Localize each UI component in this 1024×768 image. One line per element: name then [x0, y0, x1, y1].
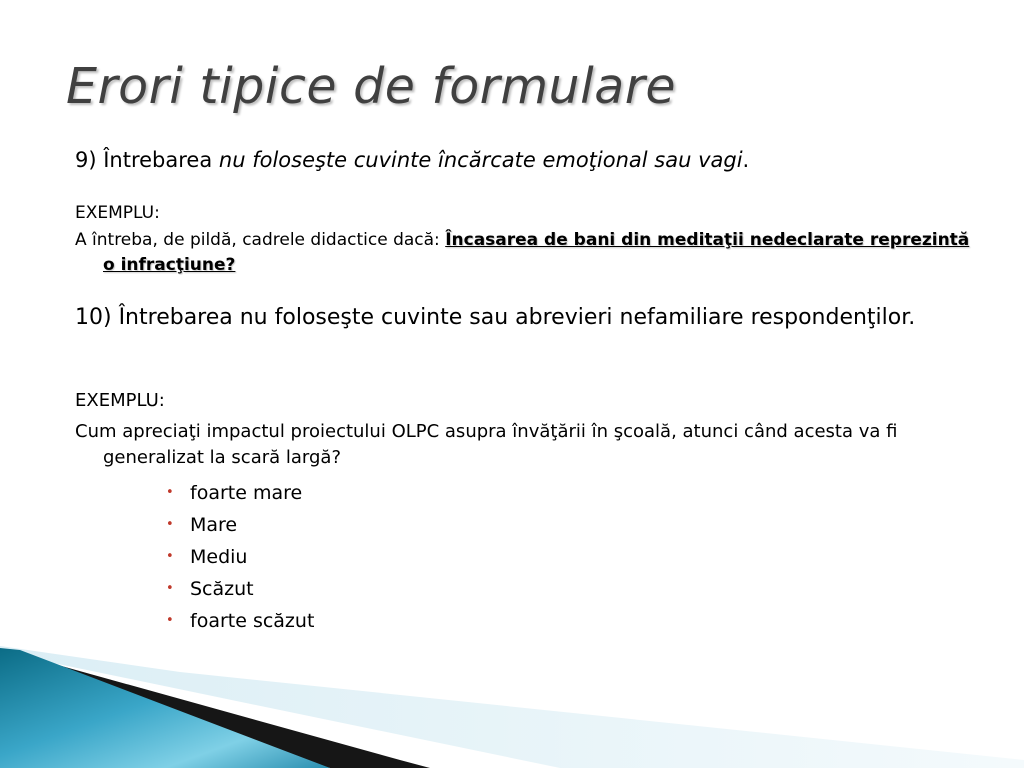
bullet-icon: •: [166, 485, 174, 500]
example-1-label: EXEMPLU:: [75, 203, 160, 223]
answer-option: [166, 605, 314, 637]
answer-option-label: Mare: [190, 514, 238, 536]
answer-option: [166, 541, 314, 573]
point-9-suffix: .: [742, 148, 750, 172]
answer-option: [166, 509, 314, 541]
example-1-text: [75, 228, 983, 278]
bullet-icon: •: [166, 613, 174, 628]
example-1-question: Încasarea de bani din meditaţii nedeclarate reprezintă o infracţiune?: [103, 230, 970, 275]
answer-option-label: foarte scăzut: [190, 610, 315, 632]
answer-option-label: Mediu: [190, 546, 248, 568]
answer-option-label: foarte mare: [190, 482, 303, 504]
example-1-lead: A întreba, de pildă, cadrele didactice dacă:: [75, 230, 446, 250]
example-2-question: Cum apreciaţi impactul proiectului OLPC asupra învăţării în şcoală, atunci când acesta va fi generalizat la scară largă?: [75, 421, 898, 468]
bullet-icon: •: [166, 517, 174, 532]
answer-option: [166, 477, 314, 509]
slide-title: Erori tipice de formulare: [66, 58, 677, 115]
point-9: [75, 145, 749, 175]
point-9-prefix: 9) Întrebarea: [75, 148, 219, 172]
point-10: 10) Întrebarea nu foloseşte cuvinte sau abrevieri nefamiliare respondenţilor.: [75, 305, 916, 330]
bullet-icon: •: [166, 581, 174, 596]
point-9-emphasis: nu foloseşte cuvinte încărcate emoţional sau vagi: [218, 148, 743, 172]
answer-option-label: Scăzut: [190, 578, 254, 600]
answer-options-list: [166, 477, 314, 637]
bullet-icon: •: [166, 549, 174, 564]
example-2-label: EXEMPLU:: [75, 390, 165, 411]
answer-option: [166, 573, 314, 605]
